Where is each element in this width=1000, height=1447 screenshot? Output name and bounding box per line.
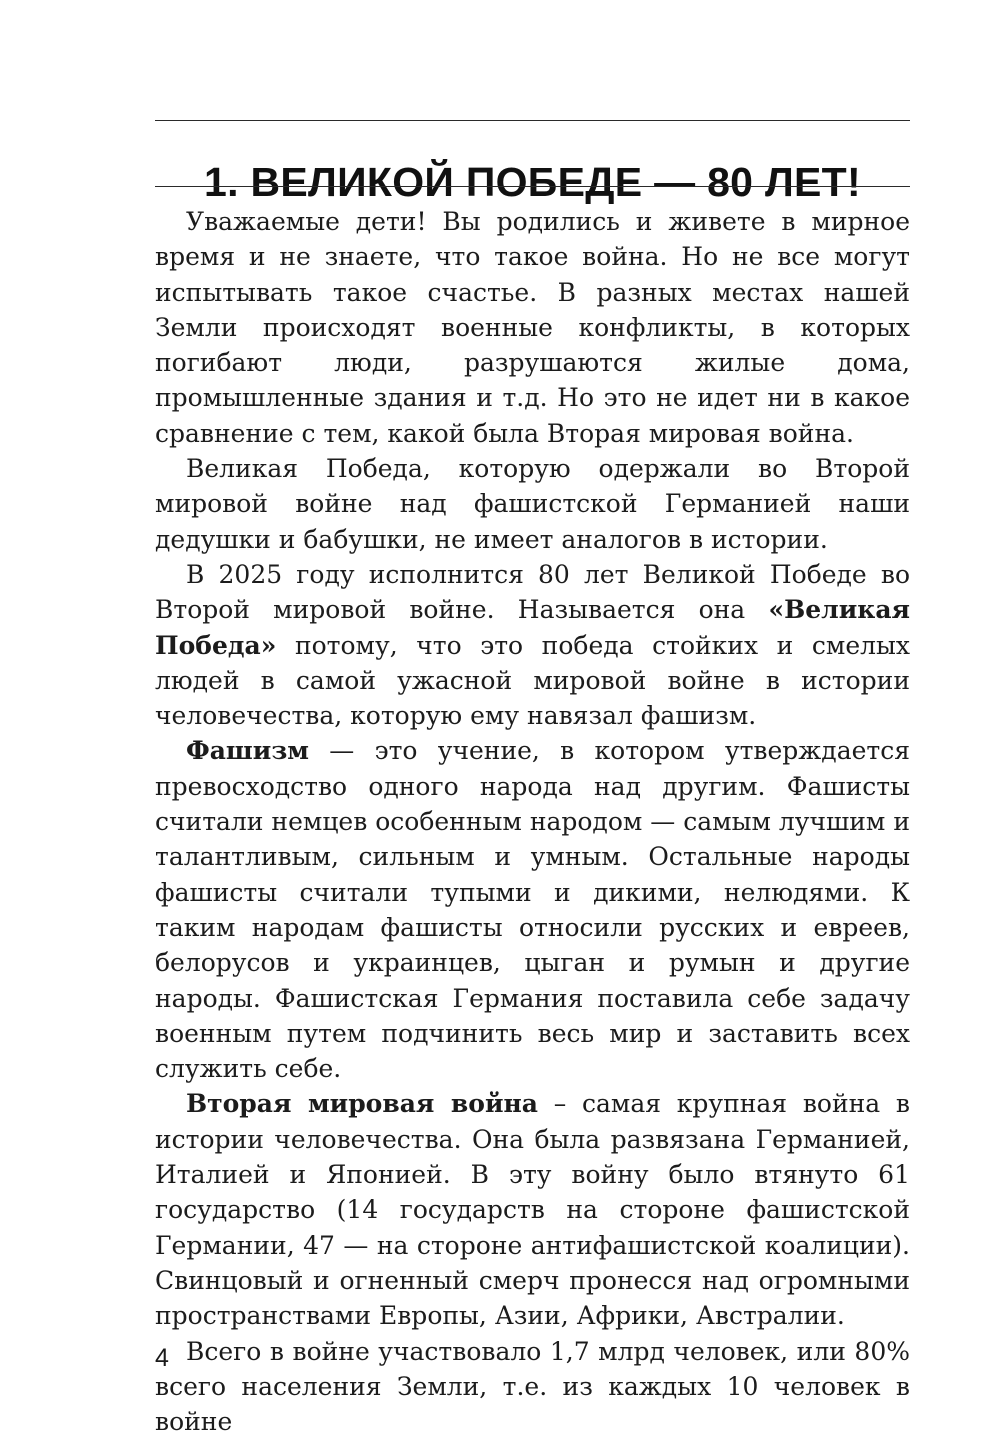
chapter-title: 1. ВЕЛИКОЙ ПОБЕДЕ — 80 ЛЕТ!: [204, 159, 861, 206]
paragraph-fascism: [155, 733, 910, 1086]
paragraph-anniversary: [155, 557, 910, 733]
title-top-rule: [155, 120, 910, 121]
world-war-definition: – самая крупная война в истории человечества. Она была развязана Германией, Италией и Японией. В эту войну было втянуто 61 государство (14 государств на стороне фашистской Германии, 47 — на стороне антифашистской коалиции). Свинцовый и огненный смерч пронесся над огромными пространствами Европы, Азии, Африки, Австралии.: [155, 1089, 910, 1331]
page-number: 4: [155, 1344, 169, 1372]
fascism-definition: — это учение, в котором утверждается превосходство одного народа над другим. Фашисты считали немцев особенным народом — самым лучшим и талантливым, сильным и умным. Остальные народы фашисты считали тупыми и дикими, нелюдями. К таким народам фашисты относили русских и евреев, белорусов и украинцев, цыган и румын и другие народы. Фашистская Германия поставила себе задачу военным путем подчинить весь мир и заставить всех служить себе.: [155, 736, 910, 1084]
paragraph-great-victory: Великая Победа, которую одержали во Второй мировой войне над фашистской Германией наши дедушки и бабушки, не имеет аналогов в истории.: [155, 454, 910, 554]
paragraph-world-war: [155, 1086, 910, 1333]
title-bottom-rule: [155, 186, 910, 187]
fascism-term: Фашизм: [186, 736, 309, 766]
world-war-term: Вторая мировая война: [186, 1089, 538, 1119]
paragraph-participants: Всего в войне участвовало 1,7 млрд человек, или 80% всего населения Земли, т.е. из каждых 10 человек в войне: [155, 1336, 910, 1437]
great-victory-term: «Великая Победа»: [155, 595, 910, 660]
body-text: [155, 204, 910, 1439]
anniversary-text-end: потому, что это победа стойких и смелых людей в самой ужасной мировой войне в истории человечества, которую ему навязал фашизм.: [155, 630, 910, 731]
anniversary-text-start: В 2025 году исполнится 80 лет Великой Победе во Второй мировой войне. Называется она: [155, 559, 910, 625]
paragraph-intro: Уважаемые дети! Вы родились и живете в мирное время и не знаете, что такое война. Но не все могут испытывать такое счастье. В разных местах нашей Земли происходят военные конфликты, в которых погибают люди, разрушаются жилые дома, промышленные здания и т.д. Но это не идет ни в какое сравнение с тем, какой была Вторая мировая война.: [155, 207, 910, 448]
